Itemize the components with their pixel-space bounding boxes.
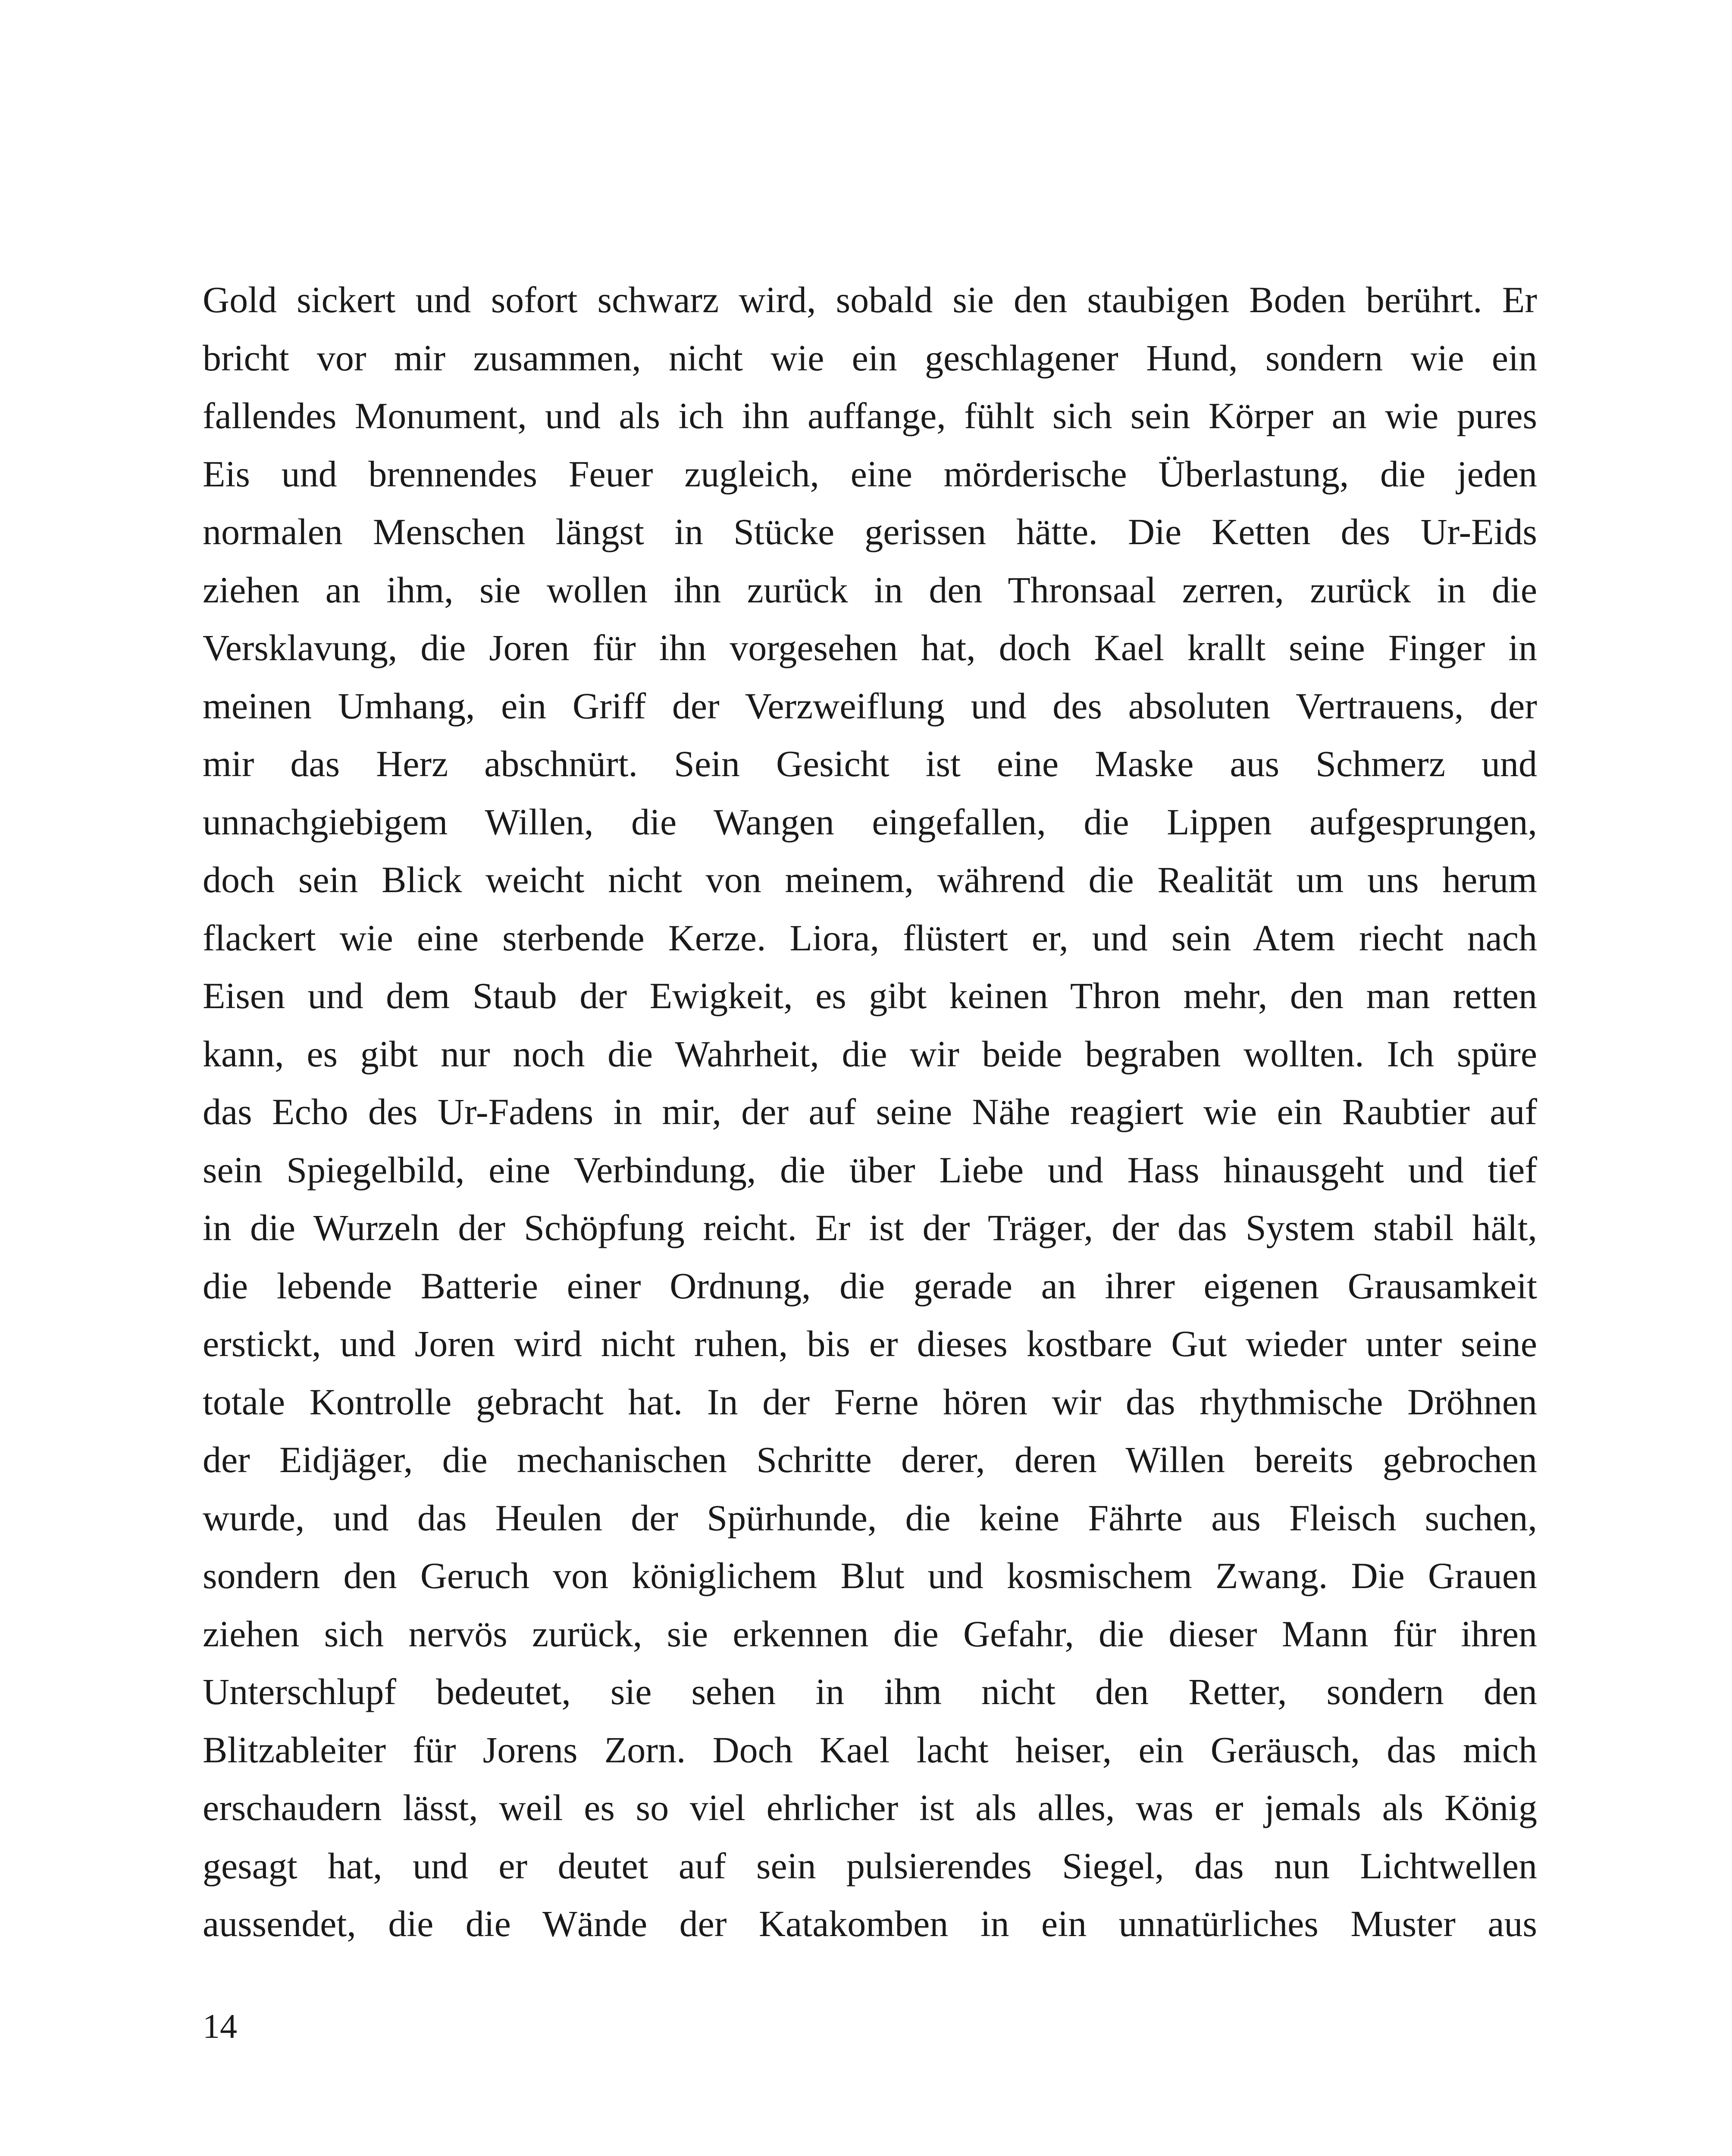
text-line: erschaudern lässt, weil es so viel ehrlicher ist als alles, was er jemals als König	[203, 1787, 1537, 1828]
text-line: bricht vor mir zusammen, nicht wie ein geschlagener Hund, sondern wie ein	[203, 337, 1537, 379]
text-line: gesagt hat, und er deutet auf sein pulsierendes Siegel, das nun Lichtwellen	[203, 1845, 1537, 1887]
text-line: aussendet, die die Wände der Katakomben in ein unnatürliches Muster aus	[203, 1903, 1537, 1944]
text-line: Versklavung, die Joren für ihn vorgesehen hat, doch Kael krallt seine Finger in	[203, 627, 1537, 668]
text-line: unnachgiebigem Willen, die Wangen eingefallen, die Lippen aufgesprungen,	[203, 801, 1537, 843]
text-line: erstickt, und Joren wird nicht ruhen, bis er dieses kostbare Gut wieder unter seine	[203, 1323, 1537, 1364]
text-line: sondern den Geruch von königlichem Blut und kosmischem Zwang. Die Grauen	[203, 1555, 1537, 1596]
text-line: fallendes Monument, und als ich ihn auffange, fühlt sich sein Körper an wie pures	[203, 395, 1537, 436]
text-line: ziehen sich nervös zurück, sie erkennen die Gefahr, die dieser Mann für ihren	[203, 1613, 1537, 1655]
text-line: sein Spiegelbild, eine Verbindung, die über Liebe und Hass hinausgeht und tief	[203, 1149, 1537, 1191]
text-line: wurde, und das Heulen der Spürhunde, die keine Fährte aus Fleisch suchen,	[203, 1497, 1537, 1539]
text-line: meinen Umhang, ein Griff der Verzweiflung und des absoluten Vertrauens, der	[203, 685, 1537, 727]
text-line: ziehen an ihm, sie wollen ihn zurück in den Thronsaal zerren, zurück in die	[203, 569, 1537, 611]
text-line: der Eidjäger, die mechanischen Schritte derer, deren Willen bereits gebrochen	[203, 1439, 1537, 1480]
text-line: Blitzableiter für Jorens Zorn. Doch Kael lacht heiser, ein Geräusch, das mich	[203, 1729, 1537, 1771]
body-text	[203, 271, 1537, 1953]
text-line: flackert wie eine sterbende Kerze. Liora, flüstert er, und sein Atem riecht nach	[203, 917, 1537, 959]
text-line: Eis und brennendes Feuer zugleich, eine mörderische Überlastung, die jeden	[203, 453, 1537, 495]
text-line: totale Kontrolle gebracht hat. In der Ferne hören wir das rhythmische Dröhnen	[203, 1381, 1537, 1423]
text-line: mir das Herz abschnürt. Sein Gesicht ist eine Maske aus Schmerz und	[203, 743, 1537, 784]
text-line: normalen Menschen längst in Stücke gerissen hätte. Die Ketten des Ur-Eids	[203, 511, 1537, 552]
text-line: in die Wurzeln der Schöpfung reicht. Er ist der Träger, der das System stabil hält,	[203, 1207, 1537, 1248]
page-number: 14	[203, 2008, 237, 2046]
text-line: Gold sickert und sofort schwarz wird, sobald sie den staubigen Boden berührt. Er	[203, 279, 1537, 320]
text-line: die lebende Batterie einer Ordnung, die gerade an ihrer eigenen Grausamkeit	[203, 1265, 1537, 1307]
text-line: kann, es gibt nur noch die Wahrheit, die wir beide begraben wollten. Ich spüre	[203, 1033, 1537, 1075]
text-line: das Echo des Ur-Fadens in mir, der auf seine Nähe reagiert wie ein Raubtier auf	[203, 1091, 1537, 1132]
text-line: Eisen und dem Staub der Ewigkeit, es gibt keinen Thron mehr, den man retten	[203, 975, 1537, 1016]
text-line: Unterschlupf bedeutet, sie sehen in ihm nicht den Retter, sondern den	[203, 1671, 1537, 1712]
text-line: doch sein Blick weicht nicht von meinem, während die Realität um uns herum	[203, 859, 1537, 900]
